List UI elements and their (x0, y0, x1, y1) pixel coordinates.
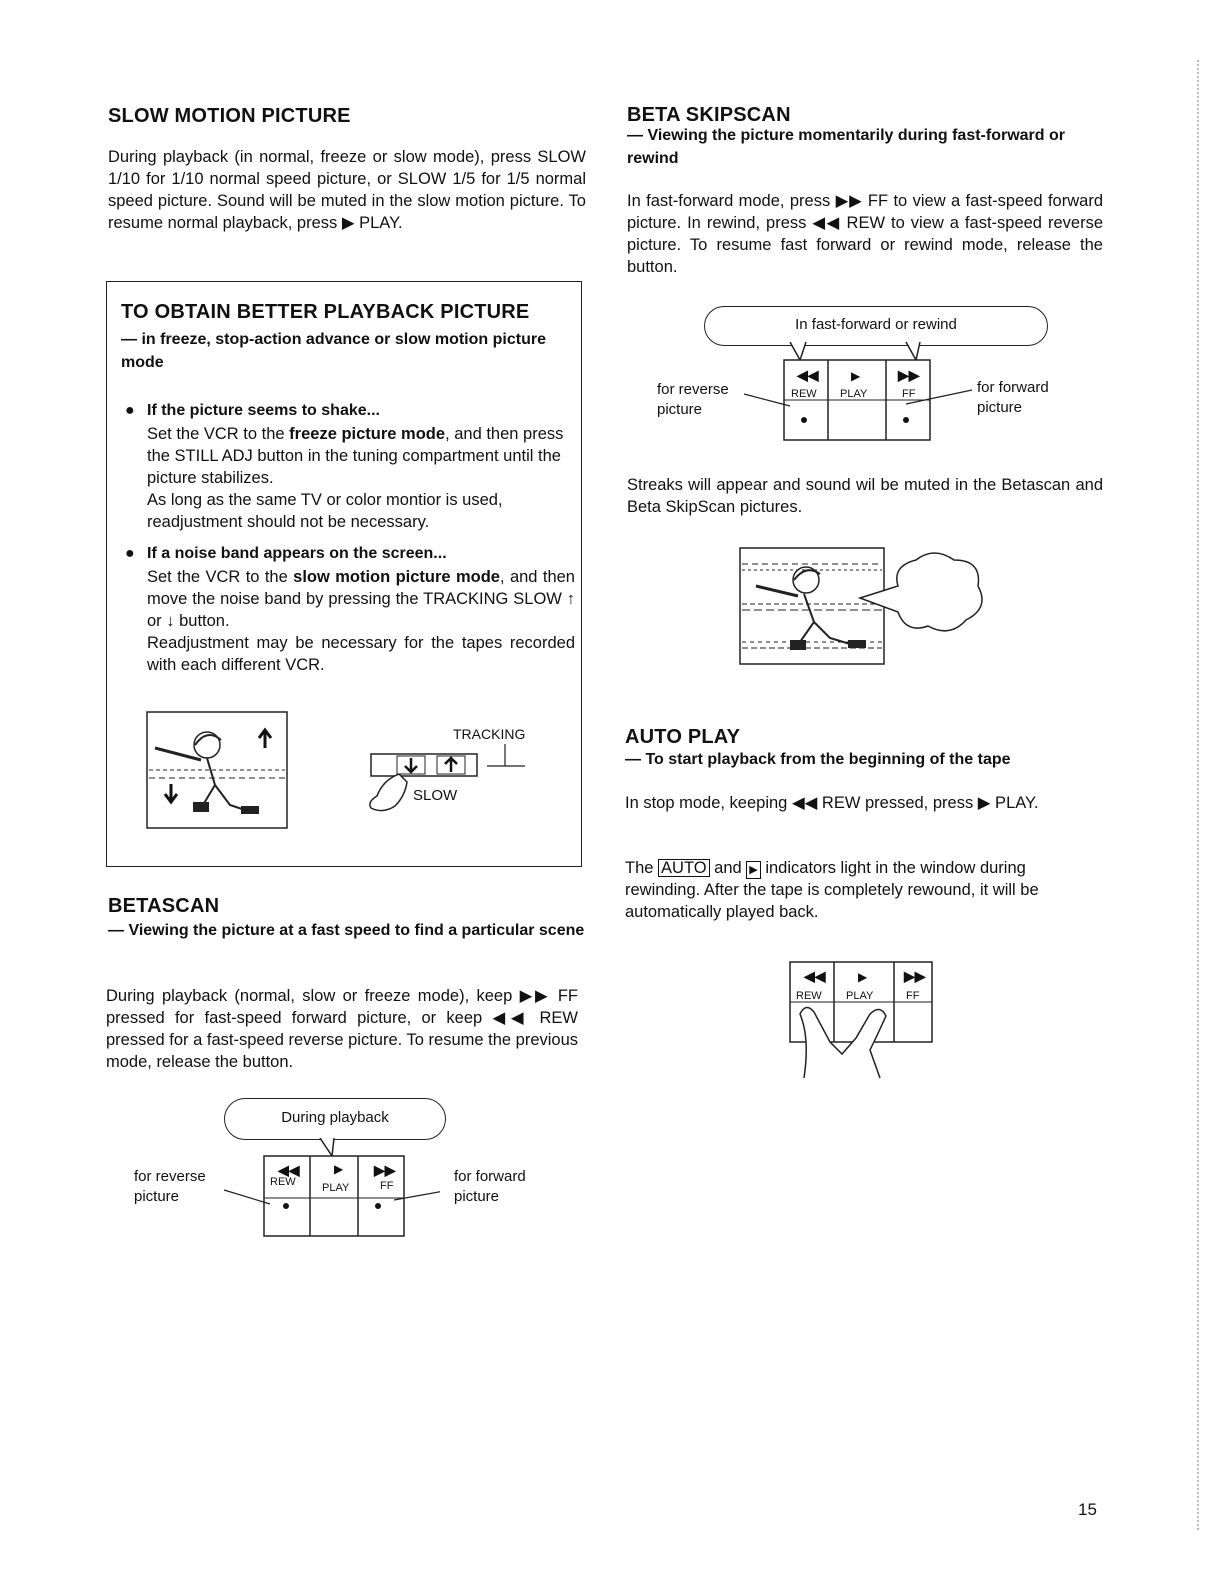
betascan-bubble (224, 1098, 446, 1140)
skipscan-streaks-text: Streaks will appear and sound wil be muted in the Betascan and Beta SkipScan pictures. (627, 476, 1103, 516)
skipscan-bubble-text: In fast-forward or rewind (795, 316, 957, 333)
better-picture-title: TO OBTAIN BETTER PLAYBACK PICTURE (121, 301, 530, 323)
skipscan-play-label: PLAY (840, 388, 868, 400)
auto-play-symbol: ▶ (858, 970, 868, 984)
tracking-label: TRACKING (453, 726, 526, 742)
better-picture-subtitle: — in freeze, stop-action advance or slow motion picture mode (121, 331, 546, 371)
skipscan-ff-label: FF (902, 388, 916, 400)
auto-play-subtitle: — To start playback from the beginning of the tape (625, 751, 1011, 768)
slow-label: SLOW (413, 787, 458, 804)
betascan-rew-label: REW (270, 1176, 296, 1188)
auto-ff-symbol: ▶▶ (904, 968, 926, 984)
noise-text: Set the VCR to the slow motion picture mode, and then move the noise band by pressing the TRACKING SLOW ↑ or ↓ button. Readjustment may be necessary for the tapes recorded with each different VCR. (147, 568, 575, 674)
auto-indicator-box: AUTO (658, 859, 710, 877)
skipscan-rew-symbol: ◀◀ (797, 367, 819, 383)
scan-edge-marks (1197, 60, 1205, 1530)
betascan-play-symbol: ▶ (334, 1162, 344, 1176)
bullet-dot-2: ● (125, 545, 135, 562)
betascan-for-forward: for forward picture (454, 1168, 526, 1205)
skipscan-for-reverse: for reverse picture (657, 381, 729, 418)
auto-play-indicators-text: The AUTO and ▶ indicators light in the window during rewinding. After the tape is completely rewound, it will be automatically played back. (625, 859, 1039, 921)
betascan-for-reverse: for reverse picture (134, 1168, 206, 1205)
play-indicator-icon: ▶ (746, 861, 760, 879)
auto-rew-symbol: ◀◀ (804, 968, 826, 984)
auto-play-body: In stop mode, keeping ◀◀ REW pressed, press ▶ PLAY. (625, 794, 1039, 812)
betascan-body: During playback (normal, slow or freeze mode), keep ▶▶ FF pressed for fast-speed forward picture, or keep ◀◀ REW pressed for a fast-speed reverse picture. To resume the previous mode, release the button. (106, 987, 579, 1071)
slow-motion-body: During playback (in normal, freeze or slow mode), press SLOW 1/10 for 1/10 normal speed picture, or SLOW 1/5 for 1/5 normal speed picture. Sound will be muted in the slow motion picture. To resume normal playback, press ▶ PLAY. (108, 148, 586, 232)
slow-motion-title: SLOW MOTION PICTURE (108, 105, 351, 127)
auto-rew-label: REW (796, 990, 822, 1002)
betascan-ff-symbol: ▶▶ (374, 1162, 396, 1178)
auto-play-label: PLAY (846, 990, 874, 1002)
skipscan-tv-illustration (738, 546, 992, 668)
tv-batter-illustration (145, 710, 291, 832)
shake-heading: If the picture seems to shake... (147, 402, 380, 419)
auto-ff-label: FF (906, 990, 920, 1002)
skipscan-subtitle: — Viewing the picture momentarily during fast-forward or rewind (627, 127, 1065, 167)
skipscan-title: BETA SKIPSCAN (627, 104, 791, 126)
shake-text: Set the VCR to the freeze picture mode, and then press the STILL ADJ button in the tuning compartment until the picture stabilizes. As long as the same TV or color montior is used, readjustment should not be necessary. (147, 425, 564, 531)
auto-play-title: AUTO PLAY (625, 726, 741, 748)
betascan-play-label: PLAY (322, 1182, 350, 1194)
betascan-subtitle: — Viewing the picture at a fast speed to find a particular scene (108, 922, 585, 939)
bullet-dot-1: ● (125, 402, 135, 419)
skipscan-body: In fast-forward mode, press ▶▶ FF to view a fast-speed forward picture. In rewind, press ◀◀ REW to view a fast-speed reverse picture. To resume fast forward or rewind mode, release the button. (627, 192, 1103, 276)
betascan-bubble-text: During playback (281, 1109, 389, 1126)
betascan-rew-symbol: ◀◀ (278, 1162, 300, 1178)
betascan-ff-label: FF (380, 1180, 394, 1192)
noise-heading: If a noise band appears on the screen... (147, 545, 447, 562)
skipscan-rew-label: REW (791, 388, 817, 400)
better-picture-box (106, 281, 582, 867)
skipscan-ff-symbol: ▶▶ (898, 367, 920, 383)
skipscan-play-symbol: ▶ (851, 369, 861, 383)
page-number: 15 (1078, 1500, 1097, 1519)
skipscan-for-forward: for forward picture (977, 379, 1049, 416)
betascan-title: BETASCAN (108, 895, 220, 917)
